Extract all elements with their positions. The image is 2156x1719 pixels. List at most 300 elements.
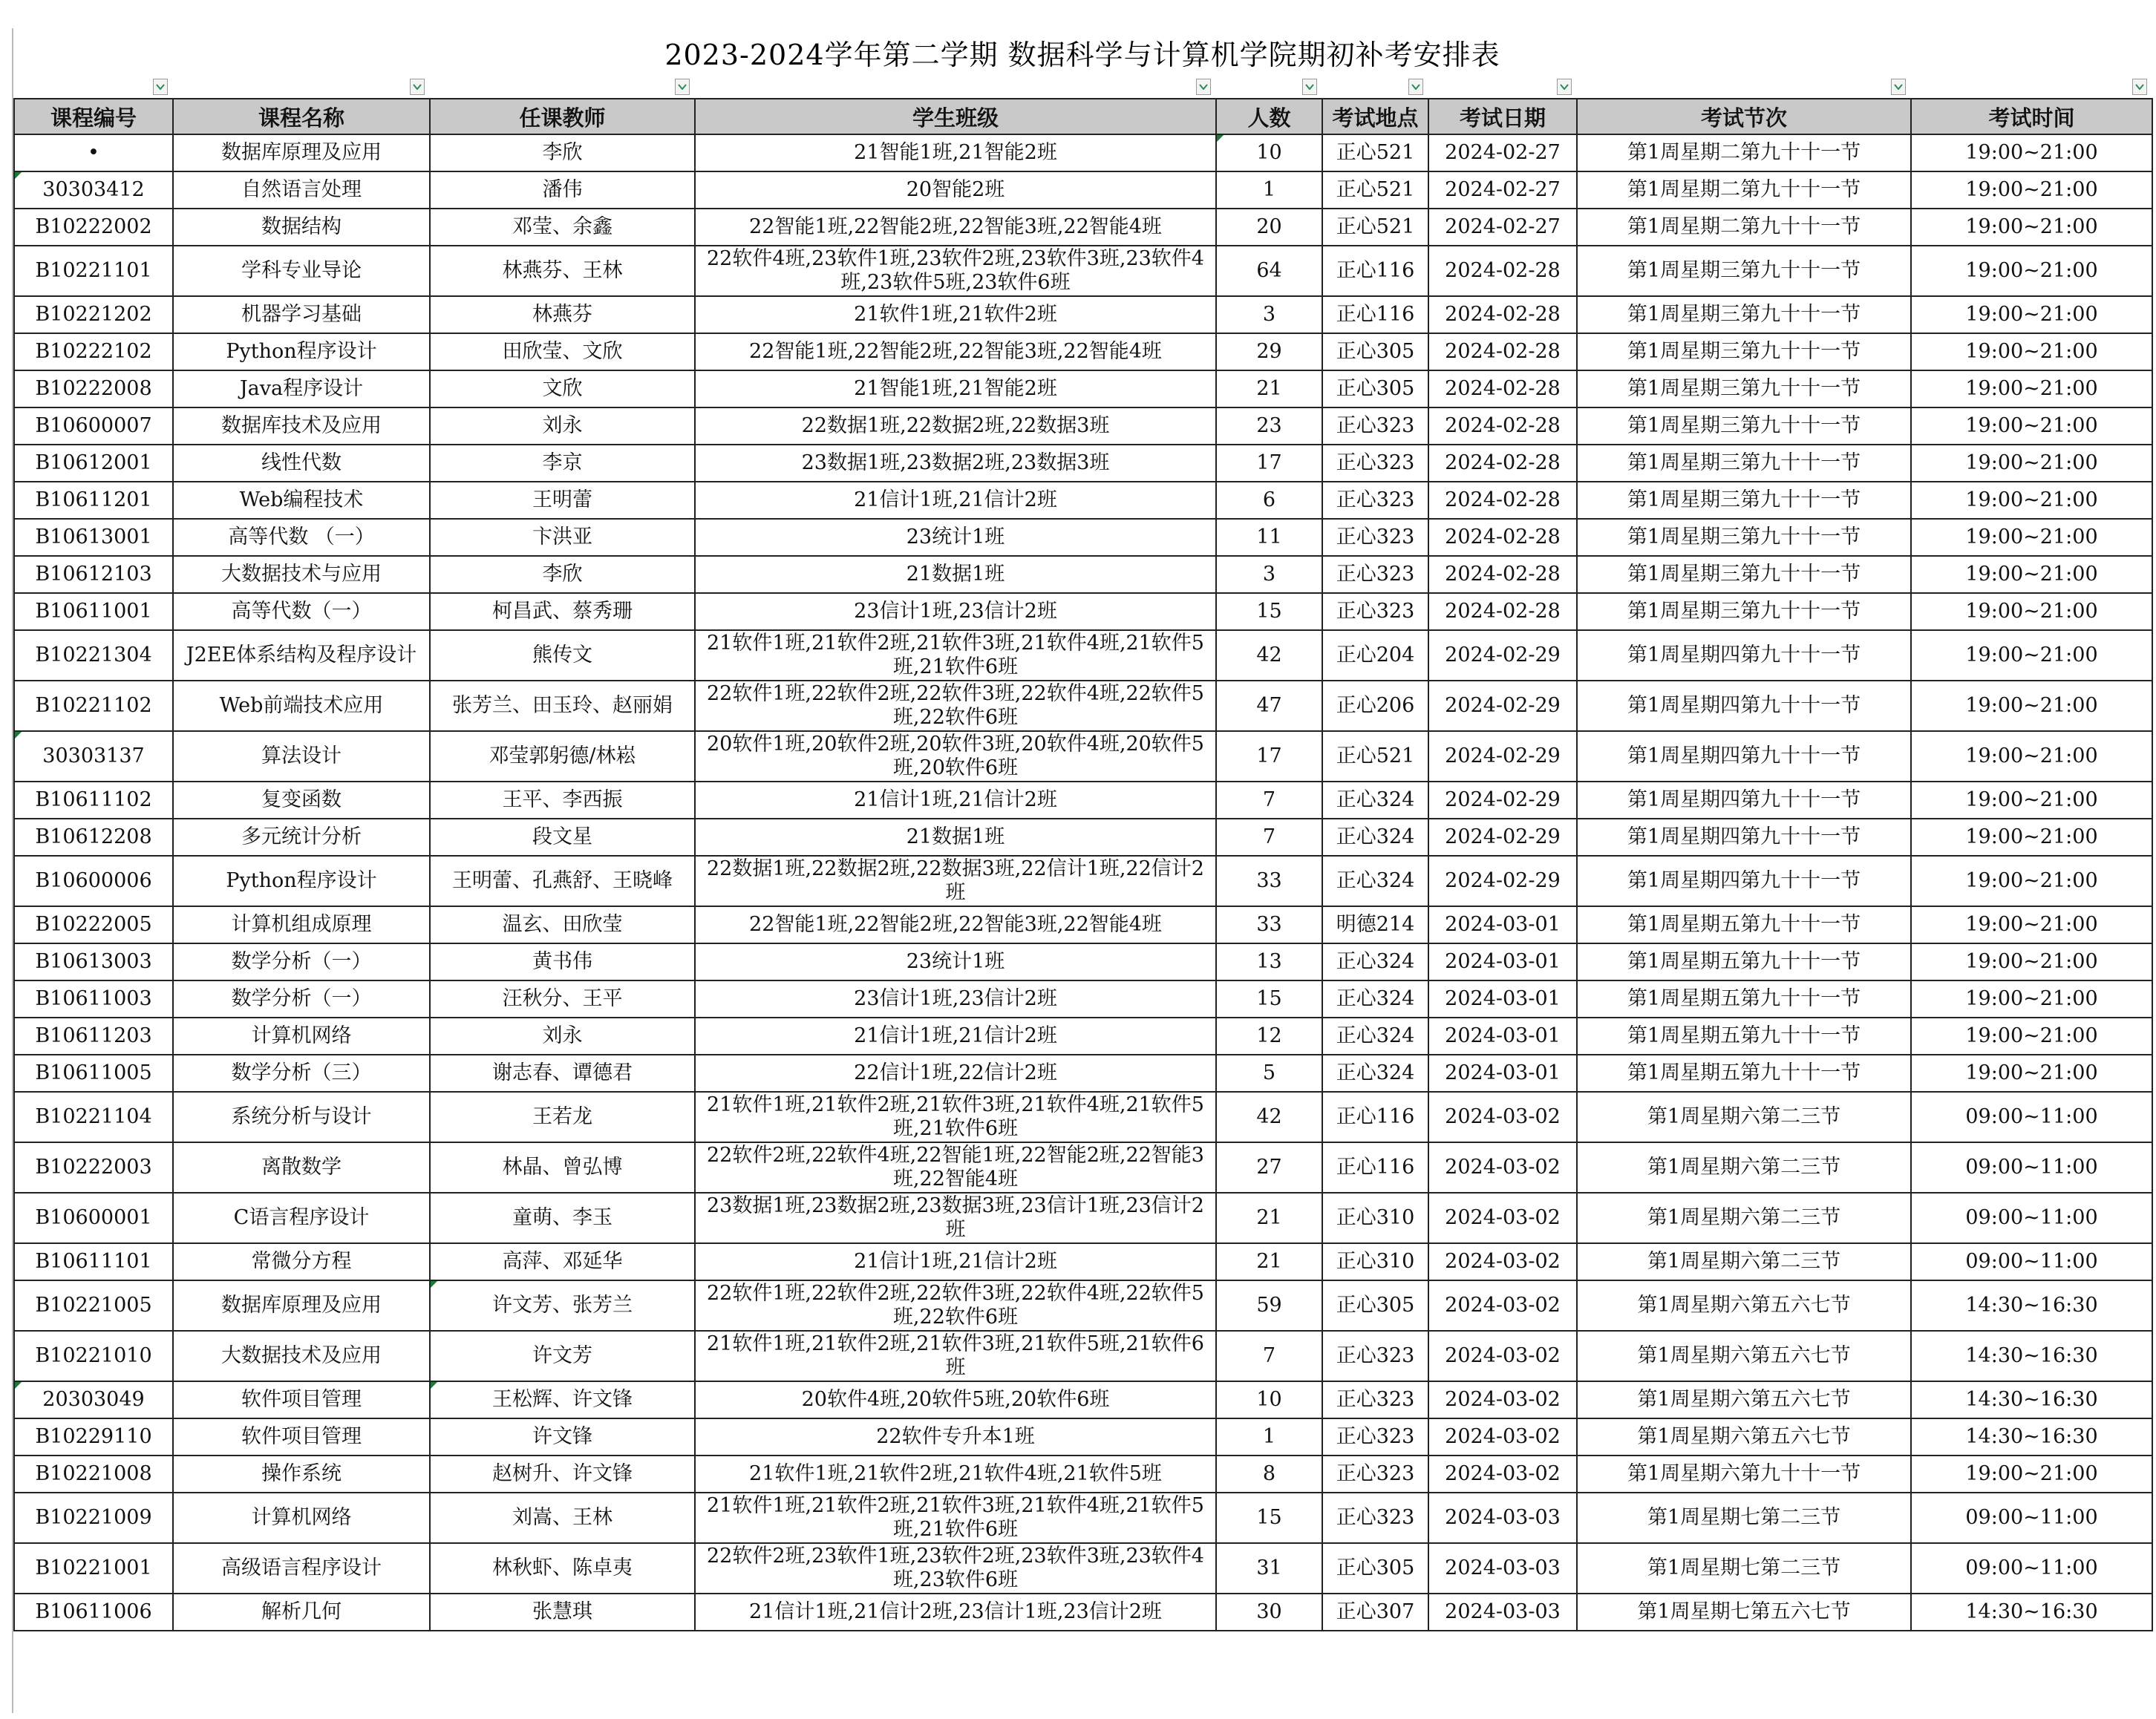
cell-exam-time[interactable]: 09:00~11:00 xyxy=(1911,1243,2152,1280)
cell-student-classes[interactable]: 21信计1班,21信计2班 xyxy=(695,1243,1216,1280)
cell-exam-time[interactable]: 09:00~11:00 xyxy=(1911,1142,2152,1193)
cell-student-classes[interactable]: 21信计1班,21信计2班 xyxy=(695,782,1216,819)
cell-teacher[interactable]: 李欣 xyxy=(430,134,695,171)
cell-teacher[interactable]: 卞洪亚 xyxy=(430,519,695,556)
cell-exam-time[interactable]: 19:00~21:00 xyxy=(1911,370,2152,407)
cell-headcount[interactable]: 20 xyxy=(1216,209,1322,246)
filter-dropdown-exam-time[interactable] xyxy=(2132,79,2147,95)
cell-exam-time[interactable]: 19:00~21:00 xyxy=(1911,681,2152,731)
cell-exam-period[interactable]: 第1周星期三第九十十一节 xyxy=(1577,407,1911,445)
cell-exam-date[interactable]: 2024-02-28 xyxy=(1428,593,1577,630)
cell-exam-date[interactable]: 2024-02-27 xyxy=(1428,209,1577,246)
cell-exam-location[interactable]: 正心521 xyxy=(1322,209,1428,246)
cell-exam-period[interactable]: 第1周星期四第九十十一节 xyxy=(1577,856,1911,906)
cell-course-name[interactable]: 大数据技术及应用 xyxy=(173,1331,430,1381)
cell-exam-period[interactable]: 第1周星期二第九十十一节 xyxy=(1577,171,1911,209)
cell-student-classes[interactable]: 21数据1班 xyxy=(695,819,1216,856)
cell-course-code[interactable]: B10611006 xyxy=(14,1594,173,1631)
filter-dropdown-exam-period[interactable] xyxy=(1891,79,1906,95)
cell-course-code[interactable]: B10611005 xyxy=(14,1055,173,1092)
cell-course-name[interactable]: 数学分析（三） xyxy=(173,1055,430,1092)
cell-course-name[interactable]: 高级语言程序设计 xyxy=(173,1543,430,1594)
cell-teacher[interactable]: 林晶、曾弘博 xyxy=(430,1142,695,1193)
cell-exam-time[interactable]: 19:00~21:00 xyxy=(1911,519,2152,556)
cell-course-code[interactable]: B10222008 xyxy=(14,370,173,407)
cell-student-classes[interactable]: 21软件1班,21软件2班,21软件3班,21软件4班,21软件5班,21软件6班 xyxy=(695,630,1216,681)
cell-exam-date[interactable]: 2024-02-29 xyxy=(1428,630,1577,681)
cell-headcount[interactable]: 7 xyxy=(1216,819,1322,856)
cell-student-classes[interactable]: 22智能1班,22智能2班,22智能3班,22智能4班 xyxy=(695,209,1216,246)
cell-course-code[interactable]: B10221104 xyxy=(14,1092,173,1142)
cell-exam-date[interactable]: 2024-02-28 xyxy=(1428,296,1577,333)
cell-course-code[interactable]: B10221304 xyxy=(14,630,173,681)
cell-teacher[interactable]: 柯昌武、蔡秀珊 xyxy=(430,593,695,630)
cell-exam-location[interactable]: 正心323 xyxy=(1322,407,1428,445)
cell-exam-location[interactable]: 正心206 xyxy=(1322,681,1428,731)
cell-course-code[interactable]: B10600001 xyxy=(14,1193,173,1243)
cell-exam-date[interactable]: 2024-03-02 xyxy=(1428,1456,1577,1493)
cell-exam-location[interactable]: 正心310 xyxy=(1322,1243,1428,1280)
cell-course-name[interactable]: Web编程技术 xyxy=(173,482,430,519)
cell-exam-date[interactable]: 2024-03-01 xyxy=(1428,943,1577,980)
cell-teacher[interactable]: 邓莹、余鑫 xyxy=(430,209,695,246)
cell-exam-date[interactable]: 2024-02-28 xyxy=(1428,333,1577,370)
cell-student-classes[interactable]: 23数据1班,23数据2班,23数据3班 xyxy=(695,445,1216,482)
cell-course-name[interactable]: C语言程序设计 xyxy=(173,1193,430,1243)
filter-dropdown-student-classes[interactable] xyxy=(1196,79,1211,95)
column-header-exam-time[interactable]: 考试时间 xyxy=(1911,99,2152,134)
cell-course-name[interactable]: Python程序设计 xyxy=(173,856,430,906)
cell-headcount[interactable]: 1 xyxy=(1216,1418,1322,1456)
cell-student-classes[interactable]: 23统计1班 xyxy=(695,943,1216,980)
cell-course-code[interactable]: B10611102 xyxy=(14,782,173,819)
cell-exam-date[interactable]: 2024-03-01 xyxy=(1428,906,1577,943)
cell-exam-date[interactable]: 2024-03-01 xyxy=(1428,1018,1577,1055)
cell-course-name[interactable]: Web前端技术应用 xyxy=(173,681,430,731)
cell-headcount[interactable]: 11 xyxy=(1216,519,1322,556)
cell-exam-location[interactable]: 正心324 xyxy=(1322,782,1428,819)
cell-exam-time[interactable]: 19:00~21:00 xyxy=(1911,593,2152,630)
cell-exam-date[interactable]: 2024-02-28 xyxy=(1428,445,1577,482)
cell-course-code[interactable]: B10222002 xyxy=(14,209,173,246)
cell-exam-time[interactable]: 19:00~21:00 xyxy=(1911,1055,2152,1092)
cell-course-name[interactable]: 机器学习基础 xyxy=(173,296,430,333)
column-header-course-code[interactable]: 课程编号 xyxy=(14,99,173,134)
cell-exam-period[interactable]: 第1周星期三第九十十一节 xyxy=(1577,556,1911,593)
cell-exam-location[interactable]: 正心116 xyxy=(1322,1142,1428,1193)
cell-course-name[interactable]: 自然语言处理 xyxy=(173,171,430,209)
cell-course-code[interactable]: B10611001 xyxy=(14,593,173,630)
cell-exam-period[interactable]: 第1周星期六第二三节 xyxy=(1577,1243,1911,1280)
column-header-teacher[interactable]: 任课教师 xyxy=(430,99,695,134)
cell-course-name[interactable]: 操作系统 xyxy=(173,1456,430,1493)
cell-exam-period[interactable]: 第1周星期三第九十十一节 xyxy=(1577,482,1911,519)
cell-headcount[interactable]: 3 xyxy=(1216,556,1322,593)
cell-exam-location[interactable]: 明德214 xyxy=(1322,906,1428,943)
cell-student-classes[interactable]: 22软件2班,23软件1班,23软件2班,23软件3班,23软件4班,23软件6班 xyxy=(695,1543,1216,1594)
cell-exam-time[interactable]: 19:00~21:00 xyxy=(1911,246,2152,296)
cell-teacher[interactable]: 汪秋分、王平 xyxy=(430,980,695,1018)
cell-teacher[interactable]: 许文芳、张芳兰 xyxy=(430,1280,695,1331)
cell-teacher[interactable]: 温玄、田欣莹 xyxy=(430,906,695,943)
cell-teacher[interactable]: 王明蕾 xyxy=(430,482,695,519)
cell-exam-time[interactable]: 19:00~21:00 xyxy=(1911,407,2152,445)
cell-exam-period[interactable]: 第1周星期三第九十十一节 xyxy=(1577,246,1911,296)
cell-headcount[interactable]: 21 xyxy=(1216,1243,1322,1280)
filter-dropdown-course-name[interactable] xyxy=(410,79,425,95)
cell-exam-time[interactable]: 09:00~11:00 xyxy=(1911,1092,2152,1142)
cell-exam-date[interactable]: 2024-03-02 xyxy=(1428,1193,1577,1243)
cell-teacher[interactable]: 刘嵩、王林 xyxy=(430,1493,695,1543)
cell-exam-location[interactable]: 正心323 xyxy=(1322,1456,1428,1493)
cell-student-classes[interactable]: 23数据1班,23数据2班,23数据3班,23信计1班,23信计2班 xyxy=(695,1193,1216,1243)
cell-course-code[interactable]: B10222003 xyxy=(14,1142,173,1193)
cell-exam-location[interactable]: 正心305 xyxy=(1322,333,1428,370)
cell-teacher[interactable]: 文欣 xyxy=(430,370,695,407)
cell-headcount[interactable]: 30 xyxy=(1216,1594,1322,1631)
cell-student-classes[interactable]: 22智能1班,22智能2班,22智能3班,22智能4班 xyxy=(695,333,1216,370)
cell-exam-location[interactable]: 正心323 xyxy=(1322,1493,1428,1543)
cell-exam-time[interactable]: 19:00~21:00 xyxy=(1911,171,2152,209)
cell-exam-time[interactable]: 19:00~21:00 xyxy=(1911,819,2152,856)
cell-course-code[interactable]: 20303049 xyxy=(14,1381,173,1418)
cell-headcount[interactable]: 17 xyxy=(1216,445,1322,482)
cell-headcount[interactable]: 7 xyxy=(1216,1331,1322,1381)
cell-course-code[interactable]: B10613001 xyxy=(14,519,173,556)
cell-exam-time[interactable]: 09:00~11:00 xyxy=(1911,1543,2152,1594)
cell-headcount[interactable]: 1 xyxy=(1216,171,1322,209)
cell-student-classes[interactable]: 23统计1班 xyxy=(695,519,1216,556)
cell-student-classes[interactable]: 21信计1班,21信计2班,23信计1班,23信计2班 xyxy=(695,1594,1216,1631)
cell-teacher[interactable]: 段文星 xyxy=(430,819,695,856)
cell-course-code[interactable]: B10611203 xyxy=(14,1018,173,1055)
column-header-exam-date[interactable]: 考试日期 xyxy=(1428,99,1577,134)
cell-exam-time[interactable]: 19:00~21:00 xyxy=(1911,906,2152,943)
cell-student-classes[interactable]: 21软件1班,21软件2班,21软件4班,21软件5班 xyxy=(695,1456,1216,1493)
cell-exam-period[interactable]: 第1周星期三第九十十一节 xyxy=(1577,370,1911,407)
cell-student-classes[interactable]: 23信计1班,23信计2班 xyxy=(695,593,1216,630)
cell-exam-date[interactable]: 2024-03-02 xyxy=(1428,1280,1577,1331)
cell-headcount[interactable]: 42 xyxy=(1216,630,1322,681)
cell-course-code[interactable]: B10600007 xyxy=(14,407,173,445)
cell-exam-date[interactable]: 2024-03-02 xyxy=(1428,1092,1577,1142)
cell-course-code[interactable]: B10221005 xyxy=(14,1280,173,1331)
cell-exam-date[interactable]: 2024-02-27 xyxy=(1428,171,1577,209)
cell-exam-location[interactable]: 正心323 xyxy=(1322,556,1428,593)
cell-student-classes[interactable]: 23信计1班,23信计2班 xyxy=(695,980,1216,1018)
cell-student-classes[interactable]: 21软件1班,21软件2班,21软件3班,21软件4班,21软件5班,21软件6班 xyxy=(695,1092,1216,1142)
cell-exam-date[interactable]: 2024-03-02 xyxy=(1428,1142,1577,1193)
cell-exam-location[interactable]: 正心521 xyxy=(1322,731,1428,782)
cell-course-name[interactable]: 数学分析（一） xyxy=(173,980,430,1018)
cell-teacher[interactable]: 田欣莹、文欣 xyxy=(430,333,695,370)
cell-headcount[interactable]: 3 xyxy=(1216,296,1322,333)
cell-exam-date[interactable]: 2024-03-03 xyxy=(1428,1493,1577,1543)
cell-exam-location[interactable]: 正心323 xyxy=(1322,1418,1428,1456)
cell-course-code[interactable]: B10221202 xyxy=(14,296,173,333)
cell-headcount[interactable]: 64 xyxy=(1216,246,1322,296)
cell-course-name[interactable]: 计算机网络 xyxy=(173,1018,430,1055)
cell-course-code[interactable]: • xyxy=(14,134,173,171)
cell-headcount[interactable]: 33 xyxy=(1216,906,1322,943)
cell-teacher[interactable]: 王若龙 xyxy=(430,1092,695,1142)
cell-headcount[interactable]: 29 xyxy=(1216,333,1322,370)
cell-course-code[interactable]: 30303412 xyxy=(14,171,173,209)
cell-teacher[interactable]: 刘永 xyxy=(430,407,695,445)
cell-exam-date[interactable]: 2024-03-03 xyxy=(1428,1594,1577,1631)
cell-exam-date[interactable]: 2024-02-28 xyxy=(1428,407,1577,445)
filter-dropdown-headcount[interactable] xyxy=(1302,79,1317,95)
cell-headcount[interactable]: 13 xyxy=(1216,943,1322,980)
cell-headcount[interactable]: 17 xyxy=(1216,731,1322,782)
cell-student-classes[interactable]: 22软件2班,22软件4班,22智能1班,22智能2班,22智能3班,22智能4班 xyxy=(695,1142,1216,1193)
cell-exam-location[interactable]: 正心116 xyxy=(1322,246,1428,296)
cell-exam-period[interactable]: 第1周星期五第九十十一节 xyxy=(1577,1018,1911,1055)
cell-headcount[interactable]: 12 xyxy=(1216,1018,1322,1055)
cell-exam-time[interactable]: 14:30~16:30 xyxy=(1911,1331,2152,1381)
cell-exam-date[interactable]: 2024-03-02 xyxy=(1428,1381,1577,1418)
cell-teacher[interactable]: 林燕芬、王林 xyxy=(430,246,695,296)
cell-teacher[interactable]: 高萍、邓延华 xyxy=(430,1243,695,1280)
cell-course-name[interactable]: 解析几何 xyxy=(173,1594,430,1631)
cell-exam-time[interactable]: 09:00~11:00 xyxy=(1911,1193,2152,1243)
cell-course-name[interactable]: 系统分析与设计 xyxy=(173,1092,430,1142)
cell-student-classes[interactable]: 21信计1班,21信计2班 xyxy=(695,1018,1216,1055)
column-header-exam-location[interactable]: 考试地点 xyxy=(1322,99,1428,134)
cell-headcount[interactable]: 15 xyxy=(1216,1493,1322,1543)
cell-student-classes[interactable]: 20智能2班 xyxy=(695,171,1216,209)
cell-headcount[interactable]: 6 xyxy=(1216,482,1322,519)
cell-course-name[interactable]: 多元统计分析 xyxy=(173,819,430,856)
cell-student-classes[interactable]: 21软件1班,21软件2班 xyxy=(695,296,1216,333)
cell-teacher[interactable]: 赵树升、许文锋 xyxy=(430,1456,695,1493)
cell-exam-date[interactable]: 2024-02-27 xyxy=(1428,134,1577,171)
cell-course-code[interactable]: B10612103 xyxy=(14,556,173,593)
cell-course-code[interactable]: B10611101 xyxy=(14,1243,173,1280)
cell-exam-date[interactable]: 2024-02-29 xyxy=(1428,681,1577,731)
cell-exam-period[interactable]: 第1周星期三第九十十一节 xyxy=(1577,593,1911,630)
cell-exam-time[interactable]: 14:30~16:30 xyxy=(1911,1594,2152,1631)
cell-student-classes[interactable]: 22软件1班,22软件2班,22软件3班,22软件4班,22软件5班,22软件6班 xyxy=(695,1280,1216,1331)
cell-headcount[interactable]: 5 xyxy=(1216,1055,1322,1092)
cell-student-classes[interactable]: 22数据1班,22数据2班,22数据3班,22信计1班,22信计2班 xyxy=(695,856,1216,906)
cell-course-name[interactable]: Java程序设计 xyxy=(173,370,430,407)
cell-headcount[interactable]: 21 xyxy=(1216,1193,1322,1243)
cell-exam-date[interactable]: 2024-02-29 xyxy=(1428,856,1577,906)
cell-teacher[interactable]: 刘永 xyxy=(430,1018,695,1055)
cell-exam-date[interactable]: 2024-02-28 xyxy=(1428,370,1577,407)
cell-exam-location[interactable]: 正心323 xyxy=(1322,482,1428,519)
cell-headcount[interactable]: 10 xyxy=(1216,134,1322,171)
cell-teacher[interactable]: 王松辉、许文锋 xyxy=(430,1381,695,1418)
cell-exam-location[interactable]: 正心521 xyxy=(1322,171,1428,209)
cell-teacher[interactable]: 熊传文 xyxy=(430,630,695,681)
cell-exam-period[interactable]: 第1周星期五第九十十一节 xyxy=(1577,906,1911,943)
cell-exam-location[interactable]: 正心324 xyxy=(1322,856,1428,906)
cell-student-classes[interactable]: 22数据1班,22数据2班,22数据3班 xyxy=(695,407,1216,445)
cell-course-name[interactable]: 数据结构 xyxy=(173,209,430,246)
cell-exam-time[interactable]: 14:30~16:30 xyxy=(1911,1280,2152,1331)
cell-exam-period[interactable]: 第1周星期四第九十十一节 xyxy=(1577,681,1911,731)
cell-course-code[interactable]: B10221001 xyxy=(14,1543,173,1594)
cell-student-classes[interactable]: 22智能1班,22智能2班,22智能3班,22智能4班 xyxy=(695,906,1216,943)
cell-exam-period[interactable]: 第1周星期四第九十十一节 xyxy=(1577,731,1911,782)
filter-dropdown-course-code[interactable] xyxy=(153,79,168,95)
cell-student-classes[interactable]: 22软件4班,23软件1班,23软件2班,23软件3班,23软件4班,23软件5班,23软件6班 xyxy=(695,246,1216,296)
cell-student-classes[interactable]: 21信计1班,21信计2班 xyxy=(695,482,1216,519)
cell-course-name[interactable]: 软件项目管理 xyxy=(173,1418,430,1456)
cell-teacher[interactable]: 邓莹郭躬德/林崧 xyxy=(430,731,695,782)
cell-headcount[interactable]: 10 xyxy=(1216,1381,1322,1418)
column-header-course-name[interactable]: 课程名称 xyxy=(173,99,430,134)
cell-exam-location[interactable]: 正心323 xyxy=(1322,1331,1428,1381)
cell-headcount[interactable]: 27 xyxy=(1216,1142,1322,1193)
cell-course-name[interactable]: 大数据技术与应用 xyxy=(173,556,430,593)
cell-course-code[interactable]: B10611003 xyxy=(14,980,173,1018)
cell-exam-date[interactable]: 2024-02-29 xyxy=(1428,731,1577,782)
cell-course-code[interactable]: B10221102 xyxy=(14,681,173,731)
cell-course-code[interactable]: B10221010 xyxy=(14,1331,173,1381)
cell-exam-location[interactable]: 正心323 xyxy=(1322,445,1428,482)
cell-course-name[interactable]: 离散数学 xyxy=(173,1142,430,1193)
cell-course-name[interactable]: 高等代数（一） xyxy=(173,593,430,630)
cell-exam-date[interactable]: 2024-02-28 xyxy=(1428,519,1577,556)
cell-exam-date[interactable]: 2024-03-02 xyxy=(1428,1243,1577,1280)
cell-exam-period[interactable]: 第1周星期七第五六七节 xyxy=(1577,1594,1911,1631)
cell-exam-period[interactable]: 第1周星期四第九十十一节 xyxy=(1577,630,1911,681)
cell-headcount[interactable]: 47 xyxy=(1216,681,1322,731)
cell-exam-period[interactable]: 第1周星期五第九十十一节 xyxy=(1577,943,1911,980)
cell-exam-location[interactable]: 正心323 xyxy=(1322,593,1428,630)
cell-exam-period[interactable]: 第1周星期四第九十十一节 xyxy=(1577,819,1911,856)
cell-course-name[interactable]: 数学分析（一） xyxy=(173,943,430,980)
cell-course-code[interactable]: B10221008 xyxy=(14,1456,173,1493)
cell-student-classes[interactable]: 21数据1班 xyxy=(695,556,1216,593)
cell-exam-period[interactable]: 第1周星期六第五六七节 xyxy=(1577,1418,1911,1456)
cell-exam-time[interactable]: 19:00~21:00 xyxy=(1911,296,2152,333)
cell-exam-date[interactable]: 2024-02-29 xyxy=(1428,782,1577,819)
cell-exam-location[interactable]: 正心324 xyxy=(1322,1055,1428,1092)
cell-course-code[interactable]: B10612208 xyxy=(14,819,173,856)
cell-teacher[interactable]: 童萌、李玉 xyxy=(430,1193,695,1243)
cell-exam-time[interactable]: 19:00~21:00 xyxy=(1911,980,2152,1018)
column-header-exam-period[interactable]: 考试节次 xyxy=(1577,99,1911,134)
cell-teacher[interactable]: 张慧琪 xyxy=(430,1594,695,1631)
cell-teacher[interactable]: 许文芳 xyxy=(430,1331,695,1381)
cell-exam-time[interactable]: 19:00~21:00 xyxy=(1911,856,2152,906)
cell-exam-period[interactable]: 第1周星期三第九十十一节 xyxy=(1577,519,1911,556)
cell-headcount[interactable]: 7 xyxy=(1216,782,1322,819)
cell-exam-location[interactable]: 正心307 xyxy=(1322,1594,1428,1631)
cell-exam-location[interactable]: 正心310 xyxy=(1322,1193,1428,1243)
cell-exam-time[interactable]: 19:00~21:00 xyxy=(1911,1456,2152,1493)
cell-student-classes[interactable]: 22软件1班,22软件2班,22软件3班,22软件4班,22软件5班,22软件6班 xyxy=(695,681,1216,731)
cell-exam-location[interactable]: 正心324 xyxy=(1322,943,1428,980)
cell-headcount[interactable]: 23 xyxy=(1216,407,1322,445)
cell-exam-time[interactable]: 14:30~16:30 xyxy=(1911,1418,2152,1456)
cell-exam-date[interactable]: 2024-03-01 xyxy=(1428,980,1577,1018)
cell-student-classes[interactable]: 21智能1班,21智能2班 xyxy=(695,134,1216,171)
cell-exam-time[interactable]: 19:00~21:00 xyxy=(1911,482,2152,519)
cell-teacher[interactable]: 潘伟 xyxy=(430,171,695,209)
cell-exam-location[interactable]: 正心305 xyxy=(1322,1543,1428,1594)
cell-student-classes[interactable]: 21软件1班,21软件2班,21软件3班,21软件4班,21软件5班,21软件6班 xyxy=(695,1493,1216,1543)
cell-course-code[interactable]: B10600006 xyxy=(14,856,173,906)
cell-course-name[interactable]: 计算机网络 xyxy=(173,1493,430,1543)
cell-exam-period[interactable]: 第1周星期六第五六七节 xyxy=(1577,1280,1911,1331)
cell-teacher[interactable]: 李欣 xyxy=(430,556,695,593)
cell-course-name[interactable]: 计算机组成原理 xyxy=(173,906,430,943)
cell-exam-time[interactable]: 19:00~21:00 xyxy=(1911,943,2152,980)
cell-exam-period[interactable]: 第1周星期七第二三节 xyxy=(1577,1493,1911,1543)
cell-teacher[interactable]: 谢志春、谭德君 xyxy=(430,1055,695,1092)
cell-course-code[interactable]: B10221009 xyxy=(14,1493,173,1543)
cell-course-name[interactable]: 高等代数 （一） xyxy=(173,519,430,556)
cell-exam-period[interactable]: 第1周星期六第九十十一节 xyxy=(1577,1456,1911,1493)
cell-exam-time[interactable]: 19:00~21:00 xyxy=(1911,333,2152,370)
cell-exam-location[interactable]: 正心323 xyxy=(1322,1381,1428,1418)
cell-exam-period[interactable]: 第1周星期二第九十十一节 xyxy=(1577,209,1911,246)
cell-teacher[interactable]: 林秋虾、陈卓夷 xyxy=(430,1543,695,1594)
cell-exam-date[interactable]: 2024-03-03 xyxy=(1428,1543,1577,1594)
cell-exam-date[interactable]: 2024-02-29 xyxy=(1428,819,1577,856)
cell-teacher[interactable]: 张芳兰、田玉玲、赵丽娟 xyxy=(430,681,695,731)
cell-exam-period[interactable]: 第1周星期六第二三节 xyxy=(1577,1193,1911,1243)
cell-teacher[interactable]: 王平、李西振 xyxy=(430,782,695,819)
cell-headcount[interactable]: 59 xyxy=(1216,1280,1322,1331)
cell-headcount[interactable]: 15 xyxy=(1216,593,1322,630)
cell-exam-time[interactable]: 19:00~21:00 xyxy=(1911,630,2152,681)
cell-exam-time[interactable]: 19:00~21:00 xyxy=(1911,782,2152,819)
cell-exam-time[interactable]: 19:00~21:00 xyxy=(1911,445,2152,482)
cell-exam-period[interactable]: 第1周星期二第九十十一节 xyxy=(1577,134,1911,171)
cell-exam-location[interactable]: 正心521 xyxy=(1322,134,1428,171)
cell-headcount[interactable]: 33 xyxy=(1216,856,1322,906)
cell-course-name[interactable]: 线性代数 xyxy=(173,445,430,482)
cell-teacher[interactable]: 林燕芬 xyxy=(430,296,695,333)
cell-headcount[interactable]: 15 xyxy=(1216,980,1322,1018)
cell-headcount[interactable]: 21 xyxy=(1216,370,1322,407)
cell-exam-period[interactable]: 第1周星期六第五六七节 xyxy=(1577,1331,1911,1381)
cell-exam-location[interactable]: 正心305 xyxy=(1322,370,1428,407)
cell-course-code[interactable]: B10222102 xyxy=(14,333,173,370)
filter-dropdown-exam-date[interactable] xyxy=(1557,79,1572,95)
cell-exam-location[interactable]: 正心323 xyxy=(1322,519,1428,556)
cell-exam-period[interactable]: 第1周星期三第九十十一节 xyxy=(1577,296,1911,333)
cell-exam-location[interactable]: 正心116 xyxy=(1322,296,1428,333)
cell-teacher[interactable]: 许文锋 xyxy=(430,1418,695,1456)
cell-exam-time[interactable]: 19:00~21:00 xyxy=(1911,134,2152,171)
cell-course-name[interactable]: 复变函数 xyxy=(173,782,430,819)
cell-exam-period[interactable]: 第1周星期四第九十十一节 xyxy=(1577,782,1911,819)
cell-exam-date[interactable]: 2024-02-28 xyxy=(1428,246,1577,296)
cell-exam-period[interactable]: 第1周星期三第九十十一节 xyxy=(1577,333,1911,370)
cell-teacher[interactable]: 李京 xyxy=(430,445,695,482)
cell-exam-date[interactable]: 2024-03-01 xyxy=(1428,1055,1577,1092)
cell-exam-location[interactable]: 正心324 xyxy=(1322,819,1428,856)
cell-exam-location[interactable]: 正心116 xyxy=(1322,1092,1428,1142)
cell-exam-location[interactable]: 正心204 xyxy=(1322,630,1428,681)
filter-dropdown-teacher[interactable] xyxy=(675,79,690,95)
cell-exam-time[interactable]: 14:30~16:30 xyxy=(1911,1381,2152,1418)
cell-course-name[interactable]: 数据库原理及应用 xyxy=(173,1280,430,1331)
cell-exam-period[interactable]: 第1周星期五第九十十一节 xyxy=(1577,980,1911,1018)
cell-exam-location[interactable]: 正心324 xyxy=(1322,1018,1428,1055)
cell-headcount[interactable]: 8 xyxy=(1216,1456,1322,1493)
cell-teacher[interactable]: 黄书伟 xyxy=(430,943,695,980)
cell-exam-date[interactable]: 2024-03-02 xyxy=(1428,1331,1577,1381)
cell-course-code[interactable]: B10611201 xyxy=(14,482,173,519)
